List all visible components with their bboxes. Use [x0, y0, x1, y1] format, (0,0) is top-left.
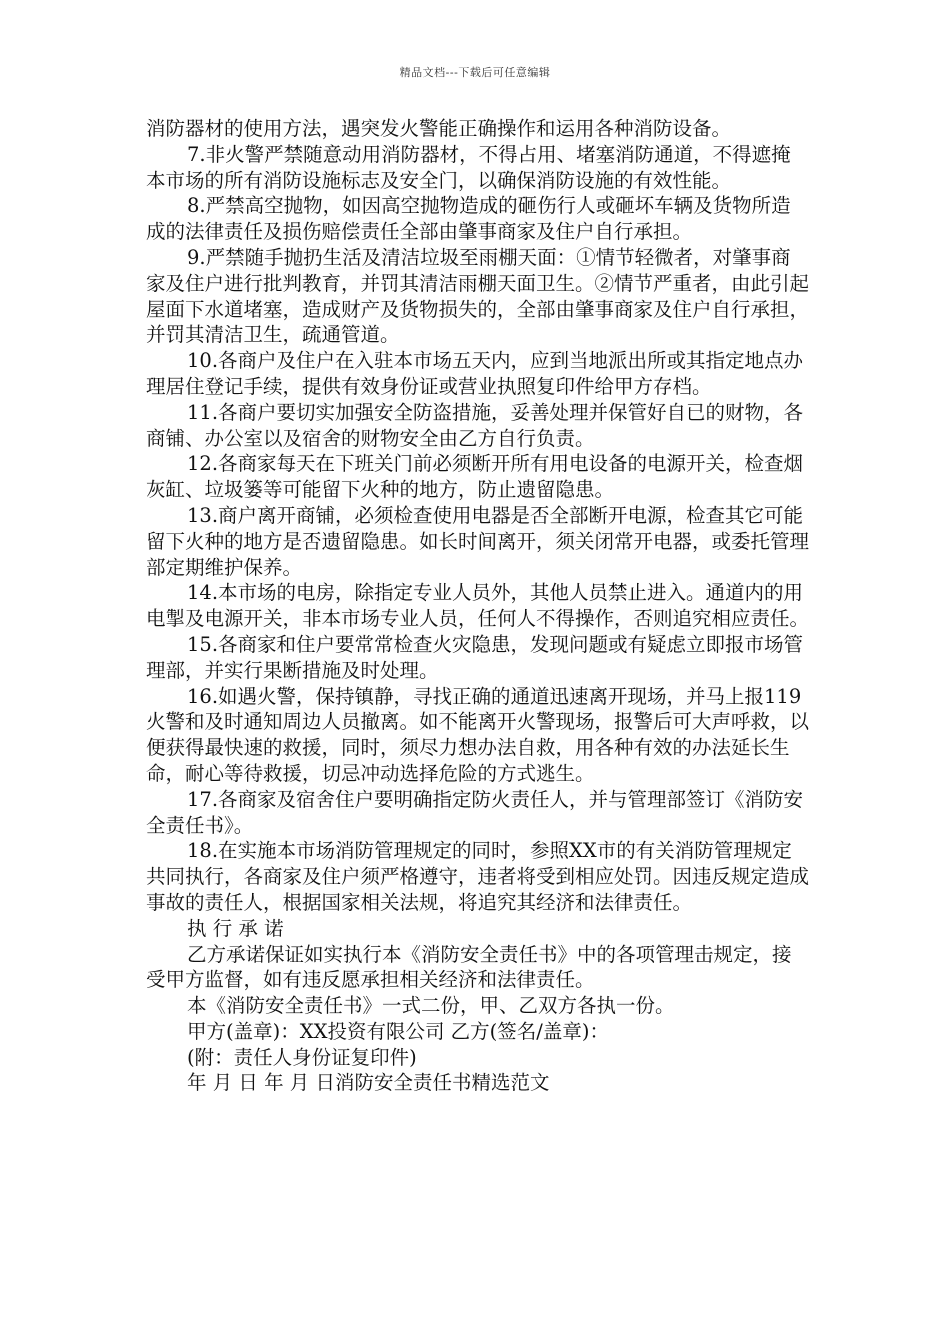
- paragraph-commitment: 乙方承诺保证如实执行本《消防安全责任书》中的各项管理击规定，接受甲方监督，如有违反愿承担相关经济和法律责任。: [146, 942, 792, 992]
- attachment-note: (附：责任人身份证复印件): [187, 1045, 417, 1069]
- paragraph-item-10: 10.各商户及住户在入驻本市场五天内，应到当地派出所或其指定地点办理居住登记手续，提供有效身份证或营业执照复印件给甲方存档。: [146, 349, 804, 398]
- paragraph-item-12: 12.各商家每天在下班关门前必须断开所有用电设备的电源开关，检查烟灰缸、垃圾篓等可能留下火种的地方，防止遗留隐患。: [146, 452, 804, 502]
- section-heading-commitment: 执 行 承 诺: [187, 916, 284, 940]
- paragraph-item-16: 16.如遇火警，保持镇静，寻找正确的通道迅速离开现场，并马上报119火警和及时通知周边人员撤离。如不能离开火警现场，报警后可大声呼救，以便获得最快速的救援，同时，须尽力想办法自救，用各种有效的办法延长生命，耐心等待救援，切忌冲动选择危险的方式逃生。: [146, 684, 810, 785]
- paragraph-item-11: 11.各商户要切实加强安全防盗措施，妥善处理并保管好自已的财物，各商铺、办公室以及宿舍的财物安全由乙方自行负责。: [146, 400, 804, 450]
- paragraph-item-13: 13.商户离开商铺，必须检查使用电器是否全部断开电源，检查其它可能留下火种的地方是否遗留隐患。如长时间离开，须关闭常开电器，或委托管理部定期维护保养。: [146, 503, 810, 579]
- paragraph-item-9: 9.严禁随手抛扔生活及清洁垃圾至雨棚天面：①情节轻微者，对肇事商家及住户进行批判教育，并罚其清洁雨棚天面卫生。②情节严重者，由此引起屋面下水道堵塞，造成财产及货物损失的，全部由肇事商家及住户自行承担，并罚其清洁卫生，疏通管道。: [146, 245, 810, 347]
- paragraph-item-7: 7.非火警严禁随意动用消防器材，不得占用、堵塞消防通道，不得遮掩本市场的所有消防设施标志及安全门，以确保消防设施的有效性能。: [146, 142, 791, 192]
- paragraph-item-15: 15.各商家和住户要常常检查火灾隐患，发现问题或有疑虑立即报市场管理部，并实行果断措施及时处理。: [146, 632, 804, 682]
- paragraph-copies: 本《消防安全责任书》一式二份，甲、乙双方各执一份。: [187, 994, 675, 1018]
- paragraph-item-17: 17.各商家及宿舍住户要明确指定防火责任人，并与管理部签订《消防安全责任书》。: [146, 787, 804, 837]
- date-line: 年 月 日 年 月 日消防安全责任书精选范文: [187, 1071, 550, 1095]
- paragraph-item-14: 14.本市场的电房，除指定专业人员外，其他人员禁止进入。通道内的用电掣及电源开关，非本市场专业人员，任何人不得操作，否则追究相应责任。: [146, 581, 810, 631]
- paragraph-item-8: 8.严禁高空抛物，如因高空抛物造成的砸伤行人或砸坏车辆及货物所造成的法律责任及损伤赔偿责任全部由肇事商家及住户自行承担。: [146, 194, 791, 244]
- document-body: [146, 116, 810, 1096]
- page-header: 精品文档---下载后可任意编辑: [399, 66, 551, 79]
- signature-line: 甲方(盖章)：XX投资有限公司 乙方(签名/盖章)：: [187, 1019, 609, 1043]
- paragraph-continuation: 消防器材的使用方法，遇突发火警能正确操作和运用各种消防设备。: [146, 117, 732, 140]
- paragraph-item-18: 18.在实施本市场消防管理规定的同时，参照XX市的有关消防管理规定共同执行，各商家及住户须严格遵守，违者将受到相应处罚。因违反规定造成事故的责任人，根据国家相关法规，将追究其经济和法律责任。: [146, 839, 810, 914]
